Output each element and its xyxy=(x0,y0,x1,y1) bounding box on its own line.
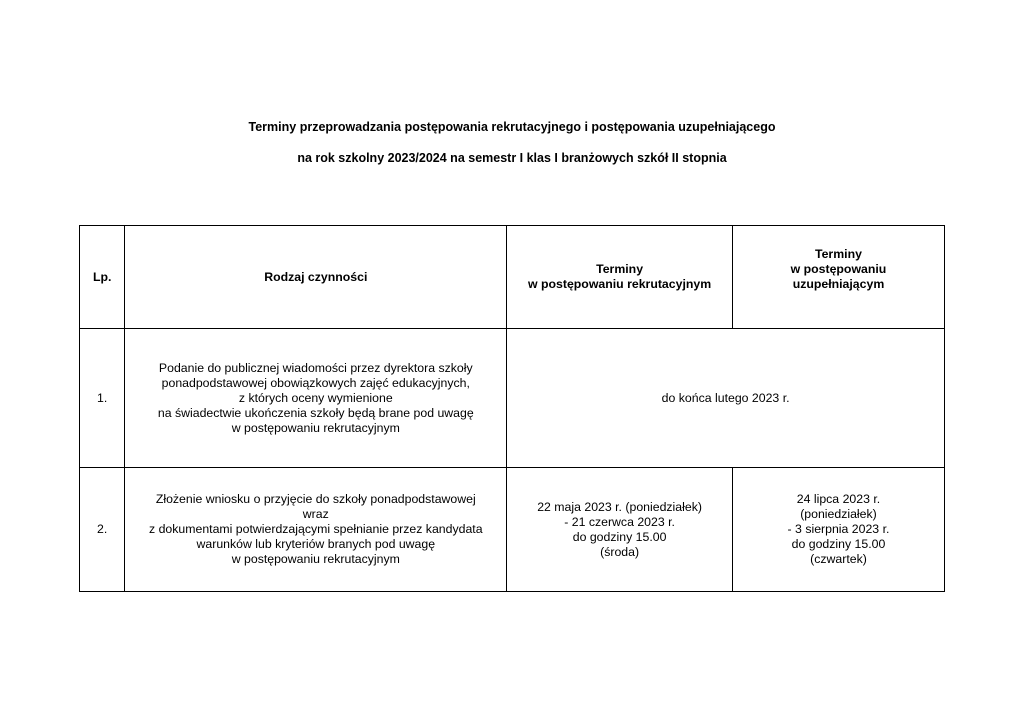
header-supplementary-line: w postępowaniu xyxy=(790,261,887,276)
term-line: 24 lipca 2023 r. xyxy=(796,492,881,506)
document-title-line-1: Terminy przeprowadzania postępowania rekrutacyjnego i postępowania uzupełniającego xyxy=(248,120,776,134)
activity-line: z dokumentami potwierdzającymi spełnianie przez kandydata xyxy=(149,522,483,536)
combined-term-cell: do końca lutego 2023 r. xyxy=(507,329,945,468)
recruitment-schedule-table xyxy=(79,225,945,592)
table-header-row xyxy=(80,226,945,329)
supplementary-term-cell xyxy=(732,468,944,592)
term-line: (poniedziałek) xyxy=(800,507,877,521)
term-line: - 3 sierpnia 2023 r. xyxy=(787,522,890,536)
term-line: (czwartek) xyxy=(810,552,867,566)
header-supplementary-line: uzupełniającym xyxy=(792,276,885,291)
row-number: 2. xyxy=(80,468,125,592)
activity-description xyxy=(125,468,507,592)
activity-line: ponadpodstawowej obowiązkowych zajęć edukacyjnych, xyxy=(161,375,470,390)
activity-line: wraz xyxy=(302,507,329,521)
term-line: 22 maja 2023 r. (poniedziałek) xyxy=(537,499,702,514)
recruitment-term-cell xyxy=(507,468,733,592)
header-supplementary-line: Terminy xyxy=(815,246,862,261)
activity-line: na świadectwie ukończenia szkoły będą brane pod uwagę xyxy=(157,405,474,420)
activity-line: z których oceny wymienione xyxy=(238,390,393,405)
table-row xyxy=(80,329,945,468)
term-line: do godziny 15.00 xyxy=(572,529,667,544)
activity-line: Złożenie wniosku o przyjęcie do szkoły ponadpodstawowej xyxy=(155,492,476,506)
table-row xyxy=(80,468,945,592)
header-activity: Rodzaj czynności xyxy=(125,226,507,329)
header-recruitment-line: w postępowaniu rekrutacyjnym xyxy=(528,277,712,291)
activity-line: w postępowaniu rekrutacyjnym xyxy=(231,420,400,435)
header-supplementary-terms xyxy=(732,226,944,329)
term-line: - 21 czerwca 2023 r. xyxy=(564,514,675,529)
header-recruitment-line: Terminy xyxy=(596,262,644,276)
header-lp: Lp. xyxy=(80,226,125,329)
activity-line: Podanie do publicznej wiadomości przez dyrektora szkoły xyxy=(158,360,473,375)
document-title-line-2: na rok szkolny 2023/2024 na semestr I klas I branżowych szkół II stopnia xyxy=(297,151,727,165)
header-recruitment-terms xyxy=(507,226,733,329)
activity-line: w postępowaniu rekrutacyjnym xyxy=(231,552,400,566)
term-line: do godziny 15.00 xyxy=(791,537,886,551)
activity-line: warunków lub kryteriów branych pod uwagę xyxy=(196,537,436,551)
activity-description xyxy=(125,329,507,468)
row-number: 1. xyxy=(80,329,125,468)
term-line: (środa) xyxy=(600,544,640,559)
